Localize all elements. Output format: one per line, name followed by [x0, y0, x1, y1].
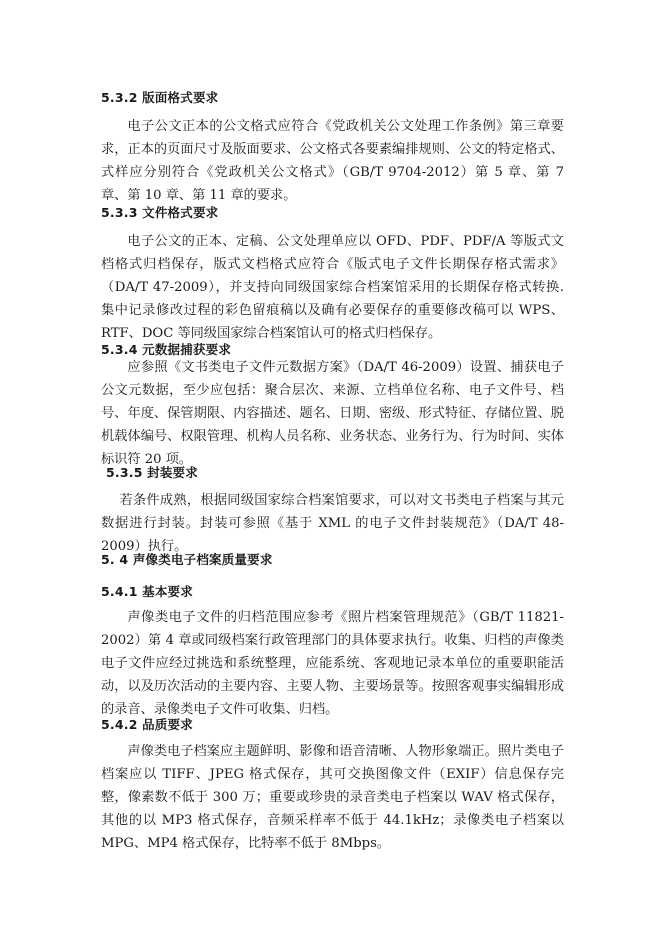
section-body-5-3-4: 应参照《文书类电子文件元数据方案》（DA/T 46-2009）设置、捕获电子公文元数据，至少应包括：聚合层次、来源、立档单位名称、电子文件号、档号、年度、保管期限、内容描述、题名、日期、密级、形式特征、存储位置、脱机载体编号、权限管理、机构人员名称、业务状态、业务行为、行为时间、实体标识符 20 项。 [101, 360, 564, 467]
section-body-5-3-3: 电子公文的正本、定稿、公文处理单应以 OFD、PDF、PDF/A 等版式文档格式归档保存，版式文档格式应符合《版式电子文件长期保存格式需求》（DA/T 47-2009），并支持向同级国家综合档案馆采用的长期保存格式转换. 集中记录修改过程的彩色留痕稿以及确有必要保存的重要修改稿可以 WPS、RTF、DOC 等同级国家综合档案馆认可的格式归档保存。 [101, 234, 564, 341]
section-body-5-4-1: 声像类电子文件的归档范围应参考《照片档案管理规范》（GB/T 11821-2002）第 4 章或同级档案行政管理部门的具体要求执行。收集、归档的声像类电子文件应经过挑选和系统整理，应能系统、客观地记录本单位的重要职能活动，以及历次活动的主要内容、主要人物、主要场景等。按照客观事实编辑形成的录音、录像类电子文件可收集、归档。 [101, 610, 564, 717]
section-heading-5-4: 5. 4 声像类电子档案质量要求 [101, 552, 273, 567]
section-body-5-3-2: 电子公文正本的公文格式应符合《党政机关公文处理工作条例》第三章要求，正本的页面尺寸及版面要求、公文格式各要素编排规则、公文的特定格式、式样应分别符合《党政机关公文格式》（GB/T 9704-2012）第 5 章、第 7 章、第 10 章、第 11 章的要求。 [101, 119, 564, 203]
section-heading-5-3-2: 5.3.2 版面格式要求 [101, 90, 219, 105]
section-heading-5-3-5: 5.3.5 封装要求 [106, 465, 198, 480]
section-heading-5-3-4: 5.3.4 元数据捕获要求 [101, 342, 232, 357]
section-heading-5-3-3: 5.3.3 文件格式要求 [101, 205, 219, 220]
section-body-5-4-2: 声像类电子档案应主题鲜明、影像和语音清晰、人物形象端正。照片类电子档案应以 TIFF、JPEG 格式保存，其可交换图像文件（EXIF）信息保存完整，像素数不低于 300 万；重要或珍贵的录音类电子档案以 WAV 格式保存，其他的以 MP3 格式保存，音频采样率不低于 44.1kHz；录像类电子档案以 MPG、MP4 格式保存，比特率不低于 8Mbps。 [101, 744, 564, 851]
section-heading-5-4-2: 5.4.2 品质要求 [101, 717, 193, 732]
section-body-5-3-5: 若条件成熟，根据同级国家综合档案馆要求，可以对文书类电子档案与其元数据进行封装。封装可参照《基于 XML 的电子文件封装规范》（DA/T 48-2009）执行。 [101, 493, 564, 554]
section-heading-5-4-1: 5.4.1 基本要求 [101, 584, 193, 599]
